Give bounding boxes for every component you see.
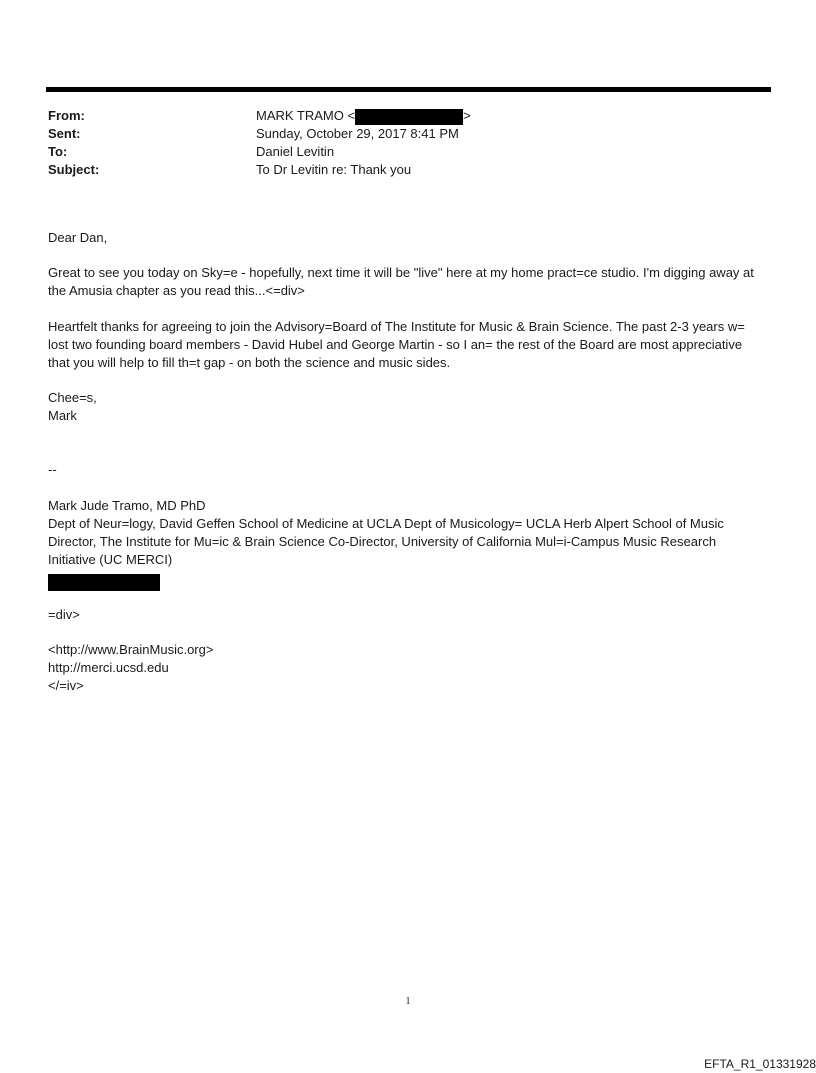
subject-label: Subject: (48, 162, 100, 177)
to-label: To: (48, 144, 68, 159)
from-value (256, 107, 471, 125)
from-name: MARK TRAMO < (256, 108, 356, 123)
to-value: Daniel Levitin (256, 144, 335, 159)
from-label: From: (48, 108, 85, 123)
close-tag: </=iv> (48, 678, 84, 693)
separator: -- (48, 462, 57, 477)
sent-value: Sunday, October 29, 2017 8:41 PM (256, 126, 459, 141)
redaction-box (48, 574, 160, 591)
paragraph-2: Heartfelt thanks for agreeing to join the Advisory=Board of The Institute for Music & Brain Science. The past 2-3 years w= lost two founding board members - David Hubel and George Martin - so I an= the rest of the Board are most appreciative that you will help to fill th=t gap - on both the science and music sides. (48, 319, 745, 370)
signature-name: Mark (48, 408, 77, 423)
doc-id-text: EFTA_R1_01331928 (704, 1057, 816, 1071)
signature-line-2: Dept of Neur=logy, David Geffen School of Medicine at UCLA Dept of Musicology= UCLA Herb Alpert School of Music Director, The Institute for Mu=ic & Brain Science Co-Director, University of California Mul=i-Campus Music Research Initiative (UC MERCI) (48, 516, 724, 567)
page-number: 1 (405, 996, 411, 1007)
header-rule (46, 87, 771, 92)
signature-line-1: Mark Jude Tramo, MD PhD (48, 498, 206, 513)
paragraph-1: Great to see you today on Sky=e - hopefully, next time it will be "live" here at my home pract=ce studio. I'm digging away at the Amusia chapter as you read this...<=div> (48, 265, 754, 298)
link-merci[interactable]: http://merci.ucsd.edu (48, 660, 169, 675)
div-tag: =div> (48, 607, 80, 622)
sent-label: Sent: (48, 126, 81, 141)
subject-value: To Dr Levitin re: Thank you (256, 162, 412, 177)
closing: Chee=s, (48, 390, 97, 405)
redaction-box (355, 109, 463, 125)
link-brainmusic[interactable]: <http://www.BrainMusic.org> (48, 642, 214, 657)
from-close: > (463, 108, 471, 123)
greeting: Dear Dan, (48, 230, 108, 245)
